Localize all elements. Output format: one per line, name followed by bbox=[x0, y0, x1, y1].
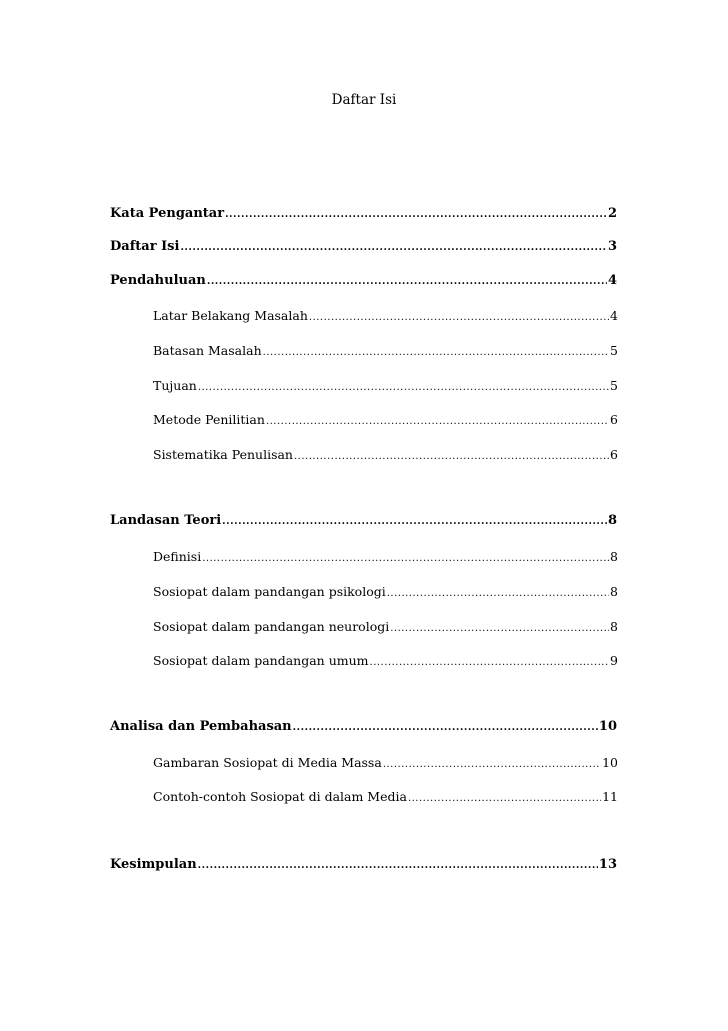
toc-entry-sosiopat-psikologi bbox=[153, 583, 618, 601]
toc-entry-pendahuluan bbox=[110, 272, 617, 290]
toc-page-number: 2 bbox=[607, 206, 617, 221]
toc-entry-tujuan bbox=[153, 377, 618, 395]
dot-leader bbox=[383, 756, 601, 772]
toc-label: Sosiopat dalam pandangan umum bbox=[153, 653, 369, 668]
toc-entry-contoh-sosiopat bbox=[153, 788, 618, 806]
toc-page-number: 10 bbox=[602, 755, 618, 770]
toc-page-number: 11 bbox=[602, 789, 618, 804]
dot-leader bbox=[198, 857, 598, 874]
toc-label: Gambaran Sosiopat di Media Massa bbox=[153, 755, 382, 770]
toc-page-number: 4 bbox=[607, 273, 617, 288]
toc-label: Kesimpulan bbox=[110, 857, 197, 872]
toc-label: Kata Pengantar bbox=[110, 206, 225, 221]
toc-entry-landasan-teori bbox=[110, 512, 617, 530]
toc-page-number: 5 bbox=[610, 378, 618, 393]
toc-entry-sosiopat-umum bbox=[153, 652, 618, 670]
toc-entry-kesimpulan bbox=[110, 856, 617, 874]
toc-entry-batasan-masalah bbox=[153, 342, 618, 360]
toc-entry-sosiopat-neurologi bbox=[153, 618, 618, 636]
toc-page-number: 9 bbox=[610, 653, 618, 668]
toc-page-number: 5 bbox=[610, 343, 618, 358]
toc-page-number: 8 bbox=[610, 549, 618, 564]
toc-label: Tujuan bbox=[153, 378, 197, 393]
dot-leader bbox=[207, 273, 607, 290]
toc-page-number: 10 bbox=[598, 719, 617, 734]
toc-label: Batasan Masalah bbox=[153, 343, 262, 358]
toc-page-number: 8 bbox=[610, 584, 618, 599]
toc-label: Daftar Isi bbox=[110, 239, 180, 254]
toc-page-number: 3 bbox=[607, 239, 617, 254]
dot-leader bbox=[309, 309, 609, 325]
toc-page-number: 8 bbox=[610, 619, 618, 634]
toc-label: Sosiopat dalam pandangan psikologi bbox=[153, 584, 386, 599]
toc-entry-daftar-isi bbox=[110, 238, 617, 256]
dot-leader bbox=[202, 550, 609, 566]
toc-page-number: 13 bbox=[598, 857, 617, 872]
toc-entry-latar-belakang-masalah bbox=[153, 307, 618, 325]
dot-leader bbox=[198, 379, 609, 395]
toc-label: Latar Belakang Masalah bbox=[153, 308, 308, 323]
toc-page-number: 6 bbox=[610, 447, 618, 462]
dot-leader bbox=[293, 719, 598, 736]
dot-leader bbox=[180, 239, 607, 256]
dot-leader bbox=[294, 448, 609, 464]
page-title: Daftar Isi bbox=[331, 92, 397, 108]
dot-leader bbox=[222, 513, 607, 530]
toc-label: Sistematika Penulisan bbox=[153, 447, 293, 462]
toc-page-number: 4 bbox=[610, 308, 618, 323]
toc-entry-kata-pengantar bbox=[110, 205, 617, 223]
toc-entry-sistematika-penulisan bbox=[153, 446, 618, 464]
toc-entry-analisa-dan-pembahasan bbox=[110, 718, 617, 736]
dot-leader bbox=[408, 790, 601, 806]
dot-leader bbox=[387, 585, 609, 601]
toc-page-number: 8 bbox=[607, 513, 617, 528]
toc-page-number: 6 bbox=[610, 412, 618, 427]
dot-leader bbox=[263, 344, 609, 360]
toc-entry-gambaran-sosiopat bbox=[153, 754, 618, 772]
dot-leader bbox=[225, 206, 607, 223]
toc-label: Metode Penilitian bbox=[153, 412, 265, 427]
dot-leader bbox=[390, 620, 609, 636]
dot-leader bbox=[266, 413, 609, 429]
toc-label: Contoh-contoh Sosiopat di dalam Media bbox=[153, 789, 407, 804]
toc-label: Analisa dan Pembahasan bbox=[110, 719, 292, 734]
toc-label: Landasan Teori bbox=[110, 513, 222, 528]
toc-label: Definisi bbox=[153, 549, 202, 564]
dot-leader bbox=[370, 654, 610, 670]
toc-label: Sosiopat dalam pandangan neurologi bbox=[153, 619, 390, 634]
toc-entry-definisi bbox=[153, 548, 618, 566]
toc-entry-metode-penilitian bbox=[153, 411, 618, 429]
toc-label: Pendahuluan bbox=[110, 273, 206, 288]
